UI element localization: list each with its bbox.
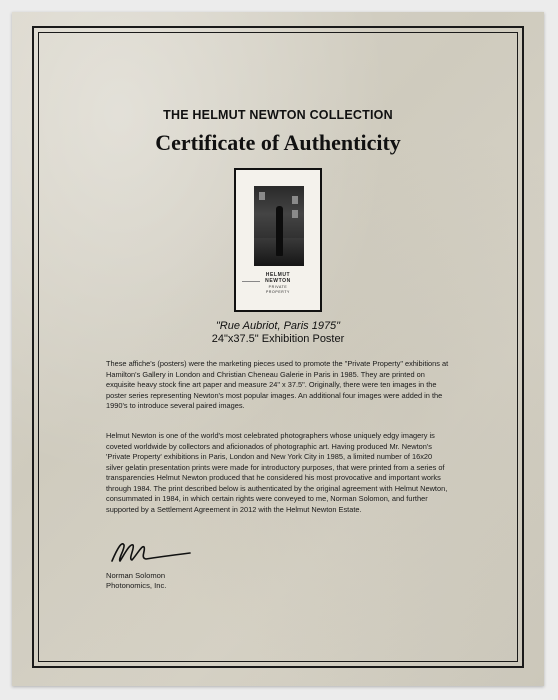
work-subtitle: 24"x37.5" Exhibition Poster xyxy=(211,333,345,345)
work-title: "Rue Aubriot, Paris 1975" xyxy=(215,320,341,332)
inner-border xyxy=(38,32,518,662)
certificate-sheet xyxy=(12,12,544,686)
poster-thumbnail xyxy=(234,168,322,312)
poster-text-line: NEWTON xyxy=(265,278,291,284)
poster-photo xyxy=(254,186,304,266)
poster-text-line: PROPERTY xyxy=(266,290,290,294)
paragraph-authentication: Helmut Newton is one of the world's most celebrated photographers whose uniquely edgy imagery is coveted worldwide by collectors and aficionados of photographic art. Having produced Mr. Newton's 'Private Property' exhibitions in Paris, London and New York City in 1985, a limited number of 16x20 silver gelatin presentation prints were made for introductory purposes, that were printed from a series of transparencies Helmut Newton produced that he considered his most provocative and important works through 1984. The print described below is authenticated by the original agreement with Helmut Newton, consummated in 1984, in which certain rights were conveyed to me, Norman Solomon, and further supported by a Settlement Agreement in 2012 with the Helmut Newton Estate. xyxy=(106,431,448,514)
certificate-title: Certificate of Authenticity xyxy=(155,130,401,155)
paragraph-poster-history: These affiche's (posters) were the marketing pieces used to promote the "Private Property" exhibitions at Hamilton's Gallery in London and Christian Cheneau Galerie in Paris in 1985. They are printed on exquisite heavy stock fine art paper and measure 24" x 37.5". Originally, there were ten images in the poster series representing Newton's most popular images. An additional four images were added in the 1990's to introduce several paired images. xyxy=(106,359,449,410)
signer-name: Norman Solomon xyxy=(106,571,166,580)
photo-window xyxy=(292,196,298,204)
collection-name: THE HELMUT NEWTON COLLECTION xyxy=(163,108,393,122)
photo-window xyxy=(259,192,265,200)
signature-mark xyxy=(106,537,196,567)
signer-company: Photonomics, Inc. xyxy=(106,581,167,590)
photo-figure xyxy=(276,206,283,256)
photo-window xyxy=(292,210,298,218)
poster-text-line: PRIVATE xyxy=(268,285,288,289)
poster-text-line: HELMUT xyxy=(265,272,291,278)
